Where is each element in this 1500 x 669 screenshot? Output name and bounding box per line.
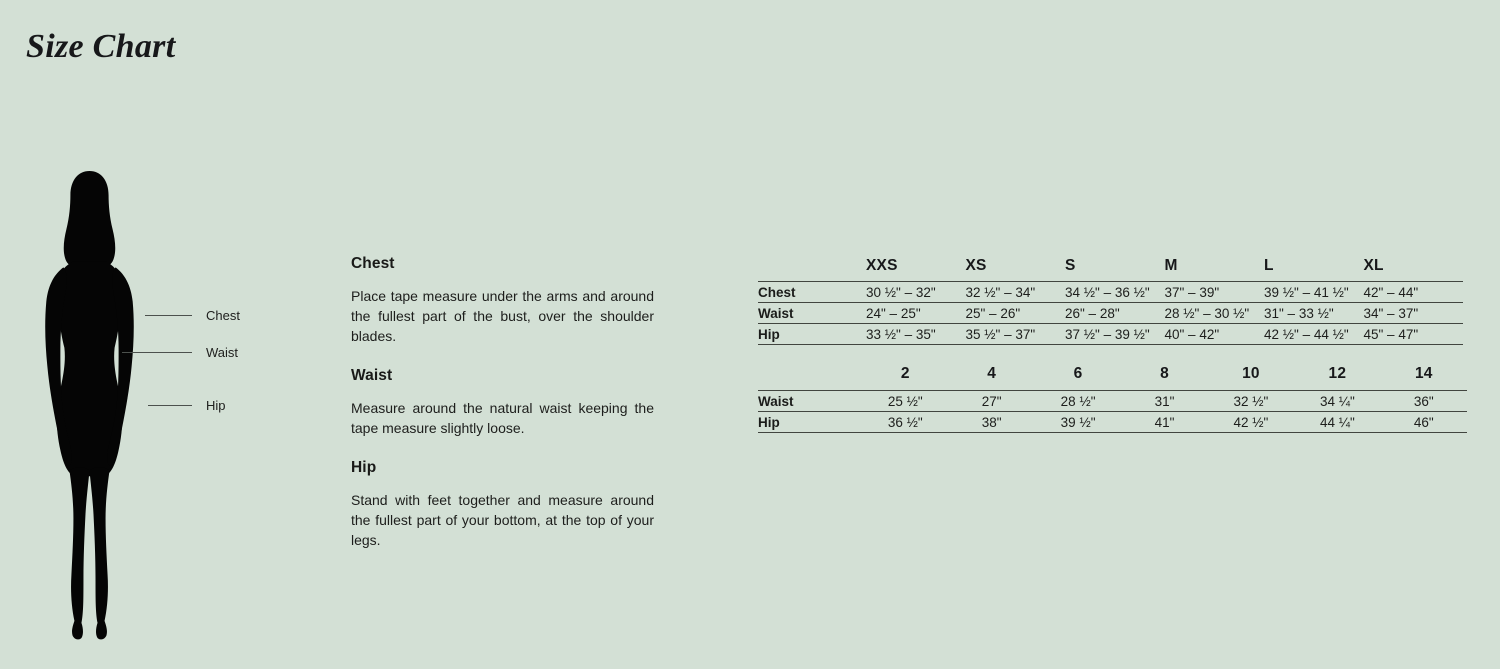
size-col-header-8: 8	[1160, 365, 1169, 382]
measurement-guide	[351, 255, 654, 550]
size-col-header-l: L	[1264, 257, 1274, 274]
guide-section-hip	[351, 459, 654, 550]
hip-m: 40" – 42"	[1164, 326, 1220, 342]
hip-xl: 45" – 47"	[1363, 326, 1419, 342]
guide-body-chest: Place tape measure under the arms and around the fullest part of the bust, over the shoulder blades.	[351, 288, 654, 344]
chest-xxs: 30 ½" – 32"	[866, 284, 936, 300]
hip-l: 42 ½" – 44 ½"	[1264, 326, 1349, 342]
size-col-header-m: M	[1164, 257, 1178, 274]
chest-pointer-line	[145, 315, 192, 316]
waist-14: 36"	[1413, 393, 1434, 409]
guide-heading-hip: Hip	[351, 459, 377, 476]
hip-14: 46"	[1413, 414, 1434, 430]
size-col-header-10: 10	[1242, 365, 1260, 382]
measurement-figure	[33, 169, 150, 647]
hip-2: 36 ½"	[887, 414, 923, 430]
guide-section-waist	[351, 367, 654, 438]
letter-size-table	[758, 257, 1463, 345]
row-label-chest: Chest	[758, 284, 796, 300]
waist-xxs: 24" – 25"	[866, 305, 921, 321]
letter-size-header-row	[758, 257, 1463, 282]
waist-6: 28 ½"	[1060, 393, 1096, 409]
size-col-header-14: 14	[1414, 365, 1433, 382]
row-label-waist: Waist	[758, 305, 794, 321]
numeric-size-header-row	[758, 365, 1467, 391]
hip-s: 37 ½" – 39 ½"	[1065, 326, 1150, 342]
hip-6: 39 ½"	[1060, 414, 1096, 430]
guide-section-chest	[351, 255, 654, 346]
size-col-header-6: 6	[1073, 365, 1083, 382]
empty-header-cell	[758, 257, 866, 282]
waist-pointer-label: Waist	[206, 345, 239, 360]
hip-12: 44 ¼"	[1319, 414, 1355, 430]
table-row-hip-numeric	[758, 412, 1467, 433]
waist-2: 25 ½"	[887, 393, 923, 409]
waist-10: 32 ½"	[1233, 393, 1269, 409]
numeric-size-table	[758, 365, 1467, 433]
size-col-header-xs: XS	[965, 257, 987, 274]
chest-s: 34 ½" – 36 ½"	[1065, 284, 1150, 300]
guide-heading-waist: Waist	[351, 367, 393, 384]
size-col-header-xxs: XXS	[866, 257, 898, 274]
woman-silhouette-image	[33, 169, 150, 647]
hip-4: 38"	[981, 414, 1002, 430]
guide-body-waist: Measure around the natural waist keeping the tape measure slightly loose.	[351, 400, 654, 436]
empty-header-cell	[758, 365, 862, 391]
size-col-header-xl: XL	[1363, 257, 1384, 274]
hip-10: 42 ½"	[1233, 414, 1269, 430]
waist-l: 31" – 33 ½"	[1264, 305, 1334, 321]
table-row-waist	[758, 303, 1463, 324]
waist-m: 28 ½" – 30 ½"	[1164, 305, 1250, 321]
row-label-hip: Hip	[758, 414, 780, 430]
chest-m: 37" – 39"	[1164, 284, 1220, 300]
page-title: Size Chart	[26, 28, 176, 65]
hip-8: 41"	[1154, 414, 1175, 430]
chest-pointer-label: Chest	[206, 308, 240, 323]
chest-xs: 32 ½" – 34"	[965, 284, 1036, 300]
waist-xs: 25" – 26"	[965, 305, 1021, 321]
table-row-hip	[758, 324, 1463, 345]
row-label-hip: Hip	[758, 326, 780, 342]
size-col-header-s: S	[1065, 257, 1076, 274]
table-row-waist-numeric	[758, 391, 1467, 412]
size-col-header-12: 12	[1328, 365, 1347, 382]
guide-heading-chest: Chest	[351, 255, 395, 272]
waist-4: 27"	[981, 393, 1002, 409]
chest-l: 39 ½" – 41 ½"	[1264, 284, 1349, 300]
waist-12: 34 ¼"	[1319, 393, 1355, 409]
waist-8: 31"	[1154, 393, 1175, 409]
waist-xl: 34" – 37"	[1363, 305, 1419, 321]
waist-s: 26" – 28"	[1065, 305, 1120, 321]
chest-xl: 42" – 44"	[1363, 284, 1419, 300]
hip-pointer-label: Hip	[206, 398, 226, 413]
size-col-header-2: 2	[900, 365, 910, 382]
hip-xs: 35 ½" – 37"	[965, 326, 1036, 342]
table-row-chest	[758, 282, 1463, 303]
guide-body-hip: Stand with feet together and measure around the fullest part of your bottom, at the top of your legs.	[351, 492, 654, 548]
hip-pointer-line	[148, 405, 192, 406]
row-label-waist: Waist	[758, 393, 794, 409]
waist-pointer-line	[122, 352, 192, 353]
hip-xxs: 33 ½" – 35"	[866, 326, 936, 342]
size-col-header-4: 4	[987, 365, 997, 382]
